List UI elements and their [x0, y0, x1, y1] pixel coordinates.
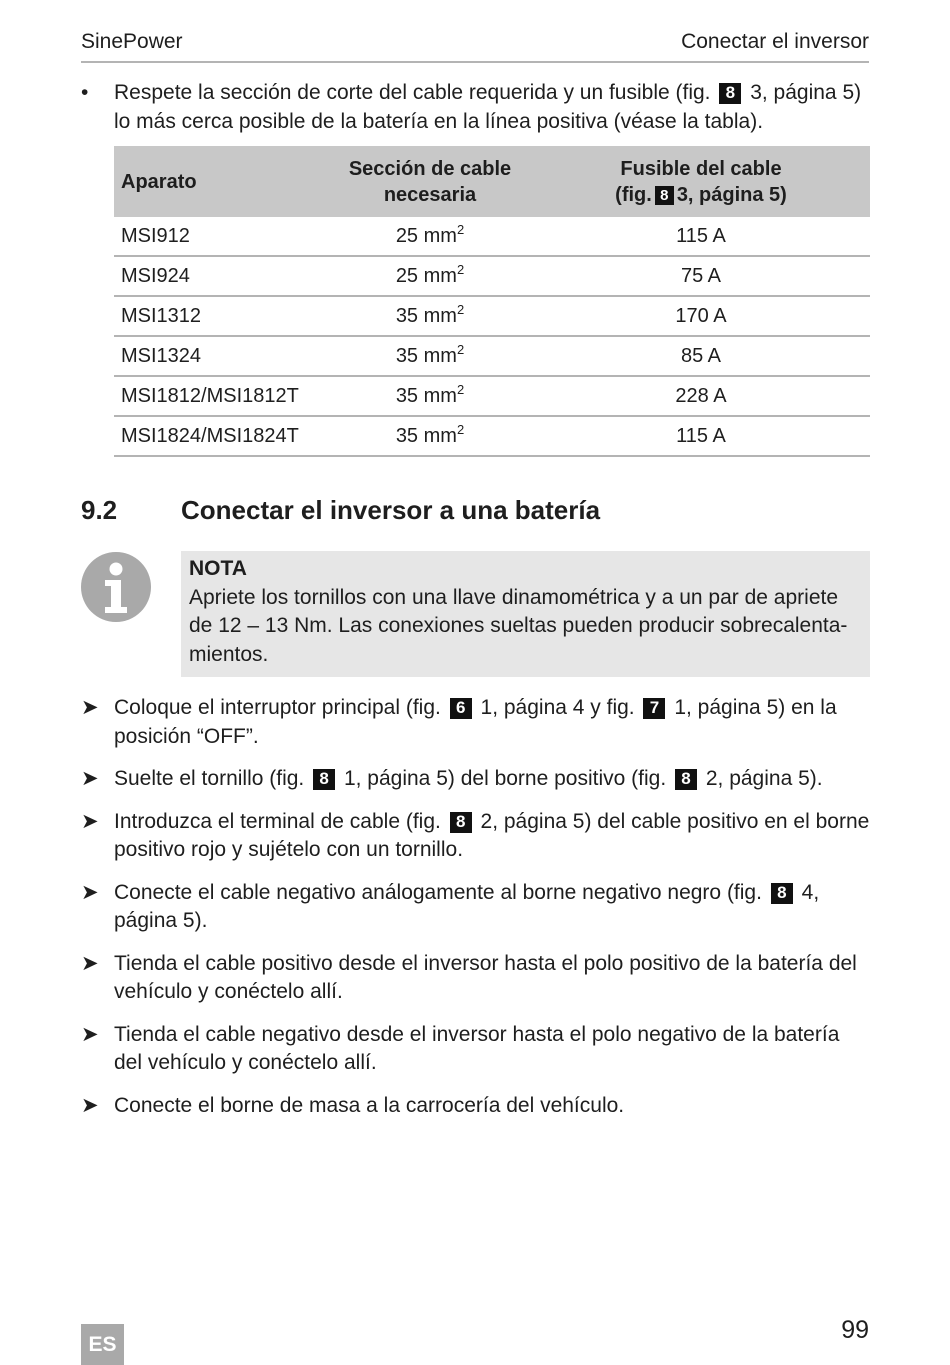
list-item: [81, 694, 871, 751]
arrow-icon: ➤: [81, 880, 99, 904]
figure-ref: 8: [675, 769, 697, 790]
cell-device: MSI1812/MSI1812T: [114, 376, 328, 416]
cell-fuse: 85 A: [532, 336, 870, 376]
table-row: [114, 296, 870, 336]
col-header-fuse-c: 3, página 5): [676, 183, 787, 206]
header-chapter: Conectar el inversor: [681, 30, 869, 53]
unit: mm: [423, 304, 457, 327]
unit-sup: 2: [456, 421, 465, 437]
cell-section: [328, 217, 532, 256]
step-text: Conecte el cable negativo análogamente al borne negativo negro (fig.: [114, 880, 762, 904]
section-title: Conectar el inversor a una batería: [181, 495, 601, 525]
intro-text: [114, 79, 871, 136]
unit: mm: [423, 384, 457, 407]
cell-section: [328, 296, 532, 336]
cell-fuse: 228 A: [532, 376, 870, 416]
section-value: 35: [395, 384, 419, 407]
intro-text-b: 3, página 5) lo más cerca posible de la batería en la línea positiva (véase la tabla).: [114, 81, 862, 133]
cell-section: [328, 376, 532, 416]
figure-ref: 8: [719, 83, 741, 104]
unit-sup: 2: [456, 341, 465, 357]
step-text: Suelte el tornillo (fig.: [114, 767, 305, 790]
figure-ref: 7: [643, 698, 665, 719]
unit: mm: [423, 224, 457, 247]
step-text: 2, página 5).: [705, 767, 823, 790]
unit: mm: [423, 344, 457, 367]
step-text: Coloque el interruptor principal (fig.: [114, 696, 441, 719]
table-row: [114, 256, 870, 296]
cell-section: [328, 336, 532, 376]
page-header: [81, 30, 869, 63]
table-row: [114, 217, 870, 256]
arrow-icon: ➤: [81, 1093, 99, 1117]
list-item: [81, 950, 871, 1007]
cell-section: [328, 416, 532, 456]
arrow-icon: ➤: [81, 1022, 99, 1046]
figure-ref: 8: [313, 769, 335, 790]
note-title: NOTA: [189, 557, 247, 580]
arrow-icon: ➤: [81, 809, 99, 833]
list-item: [81, 765, 871, 794]
cell-fuse: 170 A: [532, 296, 870, 336]
table-row: [114, 416, 870, 456]
cable-table: [114, 146, 870, 457]
cell-device: MSI912: [114, 217, 328, 256]
list-item: [81, 1021, 871, 1078]
step-text: 1, página 5) del borne positivo (fig.: [343, 767, 667, 790]
list-item: [81, 808, 871, 865]
figure-ref: 8: [771, 883, 793, 904]
section-value: 25: [395, 264, 419, 287]
unit: mm: [423, 424, 457, 447]
section-value: 35: [395, 344, 419, 367]
cell-section: [328, 256, 532, 296]
step-text: Conecte el borne de masa a la carrocería del vehículo.: [114, 1093, 625, 1117]
arrow-icon: ➤: [81, 767, 99, 790]
col-header-device: Aparato: [114, 146, 328, 217]
unit-sup: 2: [456, 301, 465, 317]
note-box: [181, 551, 870, 677]
unit-sup: 2: [456, 221, 465, 237]
list-item: [81, 879, 871, 936]
note-text: Apriete los tornillos con una llave dinamométrica y a un par de apriete de 12 – 13 Nm. Las conexiones sueltas pueden producir sobrecalenta-mientos.: [189, 585, 848, 666]
unit: mm: [423, 264, 457, 287]
cell-device: MSI1312: [114, 296, 328, 336]
cell-fuse: 115 A: [532, 217, 870, 256]
bullet-dot: •: [81, 81, 89, 104]
step-text: Tienda el cable negativo desde el inversor hasta el polo negativo de la batería del vehículo y conéctelo allí.: [114, 1022, 840, 1074]
step-text: Introduzca el terminal de cable (fig.: [114, 809, 441, 833]
cell-fuse: 75 A: [532, 256, 870, 296]
info-icon: [81, 552, 151, 622]
arrow-icon: ➤: [81, 951, 99, 975]
step-text: Tienda el cable positivo desde el inversor hasta el polo positivo de la batería del vehículo y conéctelo allí.: [114, 951, 857, 1003]
table-row: [114, 376, 870, 416]
section-value: 25: [395, 224, 419, 247]
col-header-fuse-b: (fig.: [615, 183, 652, 206]
step-text: 1, página 5) en la posición “OFF”.: [114, 696, 837, 748]
step-text: 4, página 5).: [114, 880, 820, 932]
header-product: SinePower: [81, 30, 183, 53]
section-value: 35: [395, 304, 419, 327]
step-text: 1, página 4 y fig.: [480, 696, 635, 719]
list-item: [81, 1092, 871, 1121]
col-header-section: Sección de cable necesaria: [328, 146, 532, 217]
step-text: 2, página 5) del cable positivo en el borne positivo rojo y sujételo con un tornillo.: [114, 809, 870, 861]
cell-device: MSI1324: [114, 336, 328, 376]
intro-text-a: Respete la sección de corte del cable requerida y un fusible (fig.: [114, 81, 711, 104]
unit-sup: 2: [456, 261, 465, 277]
figure-ref: 6: [450, 698, 472, 719]
instruction-list: [81, 694, 871, 1134]
col-header-fuse: [532, 146, 870, 217]
section-heading: [81, 495, 600, 526]
page-number: 99: [841, 1316, 869, 1344]
section-number: 9.2: [81, 495, 118, 525]
unit-sup: 2: [456, 381, 465, 397]
section-value: 35: [395, 424, 419, 447]
table-row: [114, 336, 870, 376]
language-badge: ES: [81, 1324, 124, 1365]
table-header-row: [114, 146, 870, 217]
cell-device: MSI924: [114, 256, 328, 296]
arrow-icon: ➤: [81, 696, 99, 719]
figure-ref: 8: [655, 186, 674, 205]
cell-device: MSI1824/MSI1824T: [114, 416, 328, 456]
cell-fuse: 115 A: [532, 416, 870, 456]
intro-bullet: [81, 79, 871, 136]
col-header-fuse-a: Fusible del cable: [620, 157, 782, 180]
figure-ref: 8: [450, 812, 472, 833]
